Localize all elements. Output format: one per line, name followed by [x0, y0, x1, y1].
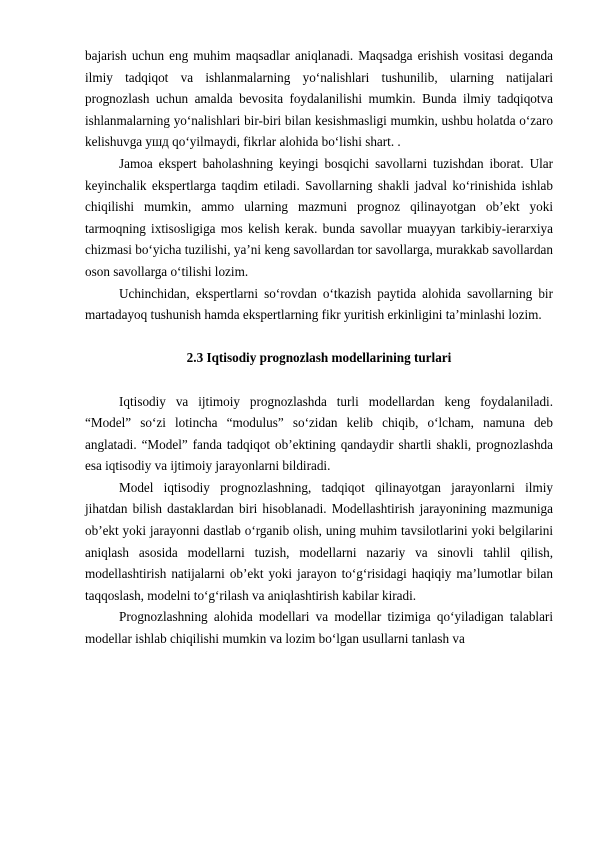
paragraph-5: Model iqtisodiy prognozlashning, tadqiqot qilinayotgan jarayonlarni ilmiy jihatdan bilish dastaklardan biri hisoblanadi. Modellashtirish jarayonining mazmuniga ob’ekt yoki jarayonni dastlab o‘rganib olish, uning muhim tavsilotlarini yoki belgilarini aniqlash asosida modellarni tuzish, modellarni nazariy va sinovli tahlil qilish, modellashtirish natijalarni ob’ekt yoki jarayon to‘g‘risidagi haqiqiy ma’lumotlar bilan taqqoslash, modelni to‘g‘rilash va aniqlashtirish kabilar kiradi.	[85, 479, 553, 603]
paragraph-2: Jamoa ekspert baholashning keyingi bosqichi savollarni tuzishdan iborat. Ular keyinchalik ekspertlarga taqdim etiladi. Savollarning shakli jadval ko‘rinishida ishlab chiqilishi mumkin, ammo ularning mazmuni prognoz qilinayotgan ob’ekt yoki tarmoqning ixtisosligiga mos kelish kerak. bunda savollar muayyan tarkibiy-ierarxiya chizmasi bo‘yicha tuzilishi, ya’ni keng savollardan tor savollarga, murakkab savollardan oson savollarga o‘tilishi lozim.	[85, 155, 553, 279]
paragraph-3: Uchinchidan, ekspertlarni so‘rovdan o‘tkazish paytida alohida savollarning bir martadayoq tushunish hamda ekspertlarning fikr yuritish erkinligini ta’minlashi lozim.	[85, 285, 553, 323]
paragraph-6: Prognozlashning alohida modellari va modellar tizimiga qo‘yiladigan talablari modellar ishlab chiqilishi mumkin va lozim bo‘lgan usullarni tanlash va	[85, 609, 553, 647]
section-heading: 2.3 Iqtisodiy prognozlash modellarining turlari	[186, 350, 452, 366]
document-body	[85, 45, 553, 650]
paragraph-1: bajarish uchun eng muhim maqsadlar aniqlanadi. Maqsadga erishish vositasi deganda ilmiy tadqiqot va ishlanmalarning yo‘nalishlari tushunilib, ularning natijalari prognozlash uchun amalda bevosita foydalanilishi mumkin. Bunda ilmiy tadqiqotva ishlanmalarning yo‘nalishlari bir-biri bilan kesishmasligi mumkin, ushbu holatda o‘zaro kelishuvga yшд qo‘yilmaydi, fikrlar alohida bo‘lishi shart. .	[85, 48, 553, 150]
paragraph-4: Iqtisodiy va ijtimoiy prognozlashda turli modellardan keng foydalaniladi. “Model” so‘zi lotincha “modulus” so‘zidan kelib chiqib, o‘lcham, namuna deb anglatadi. “Model” fanda tadqiqot ob’ektining qandaydir shartli shakli, prognozlashda esa iqtisodiy va ijtimoiy jarayonlarni bildiradi.	[85, 393, 553, 474]
